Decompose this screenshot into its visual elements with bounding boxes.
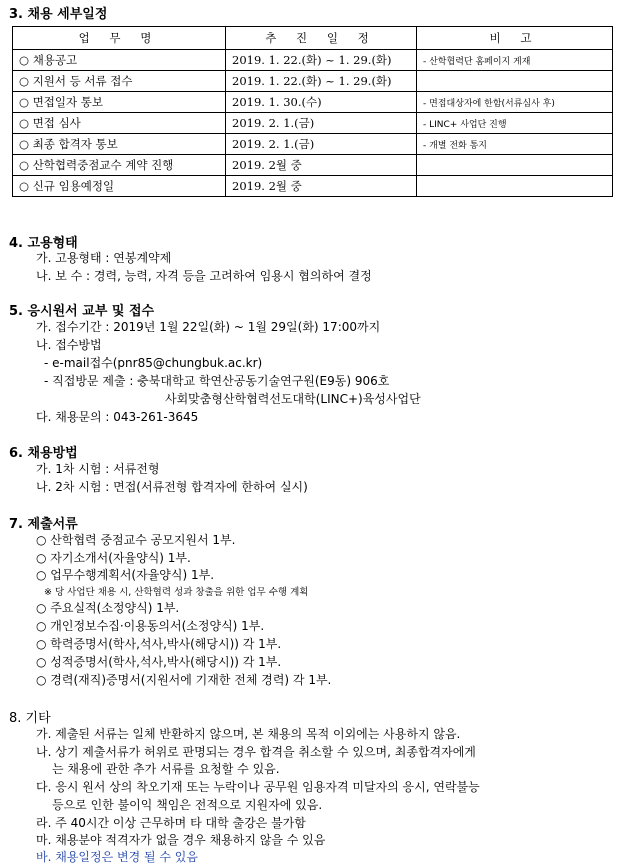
row-note: - LINC+ 사업단 진행 <box>417 113 613 134</box>
row-task: ○ 신규 임용예정일 <box>13 176 226 197</box>
list-item: ○ 업무수행계획서(자율양식) 1부. <box>36 568 215 582</box>
list-item: ○ 성적증명서(학사,석사,박사(해당시)) 각 1부. <box>36 655 282 669</box>
schedule-header-row <box>13 27 613 50</box>
table-row <box>13 155 613 176</box>
first-exam: 가. 1차 시험 : 서류전형 <box>36 462 160 476</box>
header-date: 추 진 일 정 <box>226 27 417 50</box>
row-note <box>417 176 613 197</box>
list-item-cont: 등으로 인한 불이익 책임은 전적으로 지원자에 있음. <box>52 798 323 812</box>
list-item: ○ 경력(재직)증명서(지원서에 기재한 전체 경력) 각 1부. <box>36 673 332 687</box>
list-item: ○ 산학협력 중점교수 공모지원서 1부. <box>36 533 236 547</box>
list-item: 나. 상기 제출서류가 허위로 판명되는 경우 합격을 취소할 수 있으며, 최종합격자에게 <box>36 745 476 759</box>
list-item: 마. 채용분야 적격자가 없을 경우 채용하지 않을 수 있음 <box>36 833 326 847</box>
table-row <box>13 134 613 155</box>
row-task: ○ 지원서 등 서류 접수 <box>13 71 226 92</box>
application-period: 가. 접수기간 : 2019년 1월 22일(화) ~ 1월 29일(화) 17:00까지 <box>36 320 381 334</box>
schedule-table <box>12 26 613 197</box>
table-row <box>13 113 613 134</box>
list-item: 다. 응시 원서 상의 착오기재 또는 누락이나 공무원 임용자격 미달자의 응시, 연락불능 <box>36 780 480 794</box>
list-item: 라. 주 40시간 이상 근무하며 타 대학 출강은 불가함 <box>36 816 306 830</box>
header-task: 업 무 명 <box>13 27 226 50</box>
row-task: ○ 채용공고 <box>13 50 226 71</box>
second-exam: 나. 2차 시험 : 면접(서류전형 합격자에 한하여 실시) <box>36 480 308 494</box>
list-item: ○ 자기소개서(자율양식) 1부. <box>36 551 191 565</box>
row-date: 2019. 2월 중 <box>226 176 417 197</box>
table-row <box>13 50 613 71</box>
contact-phone: 다. 채용문의 : 043-261-3645 <box>36 410 199 424</box>
visit-submission: - 직접방문 제출 : 충북대학교 학연산공동기술연구원(E9동) 906호 <box>44 374 390 388</box>
row-date: 2019. 2월 중 <box>226 155 417 176</box>
row-date: 2019. 1. 22.(화) ~ 1. 29.(화) <box>226 50 417 71</box>
section-8-title: 8. 기타 <box>9 711 51 726</box>
schedule-change-notice: 바. 채용일정은 변경 될 수 있음 <box>36 850 198 864</box>
employment-type: 가. 고용형태 : 연봉계약제 <box>36 251 172 265</box>
list-item: ○ 학력증명서(학사,석사,박사(해당시)) 각 1부. <box>36 637 282 651</box>
section-7-title: 7. 제출서류 <box>9 517 78 532</box>
row-note <box>417 155 613 176</box>
row-note: - 개별 전화 통지 <box>417 134 613 155</box>
visit-office: 사회맞춤형산학협력선도대학(LINC+)육성사업단 <box>165 392 421 406</box>
list-note: ※ 당 사업단 채용 시, 산학협력 성과 창출을 위한 업무 수행 계획 <box>44 587 309 598</box>
table-row <box>13 71 613 92</box>
list-item: ○ 개인정보수집·이용동의서(소정양식) 1부. <box>36 619 265 633</box>
row-task: ○ 면접 심사 <box>13 113 226 134</box>
section-6-title: 6. 채용방법 <box>9 446 78 461</box>
row-task: ○ 최종 합격자 통보 <box>13 134 226 155</box>
row-date: 2019. 1. 22.(화) ~ 1. 29.(화) <box>226 71 417 92</box>
row-task: ○ 산학협력중점교수 계약 진행 <box>13 155 226 176</box>
application-method: 나. 접수방법 <box>36 338 102 352</box>
table-row <box>13 92 613 113</box>
list-item-cont: 는 채용에 관한 추가 서류를 요청할 수 있음. <box>52 762 280 776</box>
list-item: ○ 주요실적(소정양식) 1부. <box>36 601 180 615</box>
row-date: 2019. 1. 30.(수) <box>226 92 417 113</box>
row-note: - 면접대상자에 한함(서류심사 후) <box>417 92 613 113</box>
header-note: 비 고 <box>417 27 613 50</box>
salary: 나. 보 수 : 경력, 능력, 자격 등을 고려하여 임용시 협의하여 결정 <box>36 269 372 283</box>
list-item: 가. 제출된 서류는 일체 반환하지 않으며, 본 채용의 목적 이외에는 사용하지 않음. <box>36 727 461 741</box>
row-note <box>417 71 613 92</box>
row-note: - 산학협력단 홈페이지 게재 <box>417 50 613 71</box>
email-submission: - e-mail접수(pnr85@chungbuk.ac.kr) <box>44 356 263 370</box>
table-row <box>13 176 613 197</box>
section-5-title: 5. 응시원서 교부 및 접수 <box>9 304 155 319</box>
section-3-title: 3. 채용 세부일정 <box>9 7 108 22</box>
section-4-title: 4. 고용형태 <box>9 236 78 251</box>
row-date: 2019. 2. 1.(금) <box>226 134 417 155</box>
row-task: ○ 면접일자 통보 <box>13 92 226 113</box>
row-date: 2019. 2. 1.(금) <box>226 113 417 134</box>
